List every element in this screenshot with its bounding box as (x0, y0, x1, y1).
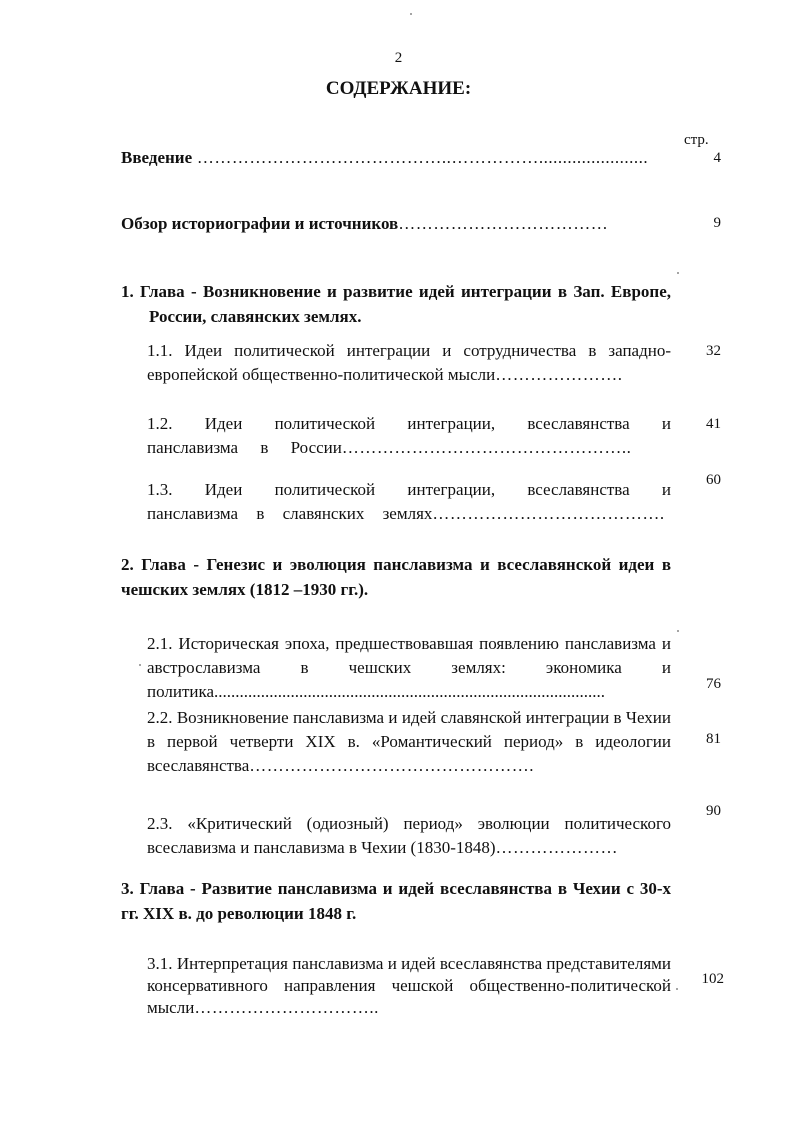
toc-entry-text: 1.3. Идеи политической интеграции, всеславянства и панславизма в славянских землях (147, 480, 671, 523)
scan-speck (410, 13, 412, 15)
toc-page-number: 60 (706, 472, 721, 488)
toc-leader-dots: ………………………….. (194, 998, 379, 1017)
toc-page-number: 102 (701, 971, 724, 987)
toc-entry-text: Введение (121, 148, 193, 167)
toc-entry-1-1[interactable] (147, 339, 671, 387)
toc-entry-text: 3.1. Интерпретация панславизма и идей всеславянства представителями консервативного направления чешской общественно-политической мысли (147, 954, 671, 1017)
toc-entry-1-2[interactable] (147, 412, 671, 460)
scan-speck (139, 664, 141, 666)
toc-leader-dots: ………………………………………….. (341, 438, 632, 457)
toc-leader-dots: …………………………………. (432, 504, 665, 523)
toc-entry-text: 2.2. Возникновение панславизма и идей славянской интеграции в Чехии в первой четверти XIX в. «Романтический период» в идеологии всеславянства (147, 708, 671, 775)
toc-entry-1-3[interactable] (147, 478, 671, 526)
toc-entry-historiography[interactable] (121, 212, 671, 236)
toc-entry-text: 1.1. Идеи политической интеграции и сотрудничества в западно-европейской общественно-политической мысли (147, 341, 671, 384)
toc-entry-text: 2.3. «Критический (одиозный) период» эволюции политического всеславизма и панславизма в Чехии (1830-1848) (147, 814, 671, 857)
scan-speck (677, 630, 679, 632)
page-title: СОДЕРЖАНИЕ: (325, 78, 472, 99)
toc-entry-text: Обзор историографии и источников (121, 214, 399, 233)
toc-leader-dots: ……………………………………..……………....................... (192, 148, 649, 167)
toc-page-number: 4 (713, 150, 721, 166)
toc-entry-2-3[interactable] (147, 812, 671, 860)
toc-page-number: 32 (706, 343, 721, 359)
toc-chapter-3-heading[interactable]: 3. Глава - Развитие панславизма и идей всеславянства в Чехии с 30-х гг. XIX в. до революции 1848 г. (121, 879, 671, 923)
page-column-label: стр. (684, 132, 709, 148)
toc-page-number: 90 (706, 803, 721, 819)
toc-page-number: 9 (713, 215, 721, 231)
toc-leader-dots: …………………. (495, 365, 623, 384)
toc-leader-dots: ............................................................................................ (214, 682, 606, 701)
toc-page-number: 41 (706, 416, 721, 432)
scan-speck (677, 272, 679, 274)
scan-speck (676, 988, 678, 990)
page-number: 2 (394, 50, 403, 66)
toc-leader-dots: ………………… (495, 838, 619, 857)
toc-page-number: 76 (706, 676, 721, 692)
toc-entry-introduction[interactable] (121, 146, 666, 170)
toc-entry-2-1[interactable] (147, 632, 671, 704)
toc-entry-text: 2.1. Историческая эпоха, предшествовавшая появлению панславизма и австрославизма в чешских землях: экономика и политика (147, 634, 671, 701)
toc-leader-dots: ……………………………… (398, 214, 609, 233)
toc-page-number: 81 (706, 731, 721, 747)
toc-entry-2-2[interactable] (147, 706, 671, 778)
toc-leader-dots: …………………………………………. (249, 756, 535, 775)
toc-chapter-2-heading[interactable]: 2. Глава - Генезис и эволюция панславизма и всеславянской идеи в чешских землях (1812 –1930 гг.). (121, 555, 671, 599)
toc-entry-text: 1.2. Идеи политической интеграции, всеславянства и панславизма в России (147, 414, 671, 457)
toc-entry-3-1[interactable] (147, 953, 671, 1019)
toc-chapter-1-heading[interactable]: 1. Глава - Возникновение и развитие идей интеграции в Зап. Европе, России, славянских землях. (121, 282, 671, 326)
